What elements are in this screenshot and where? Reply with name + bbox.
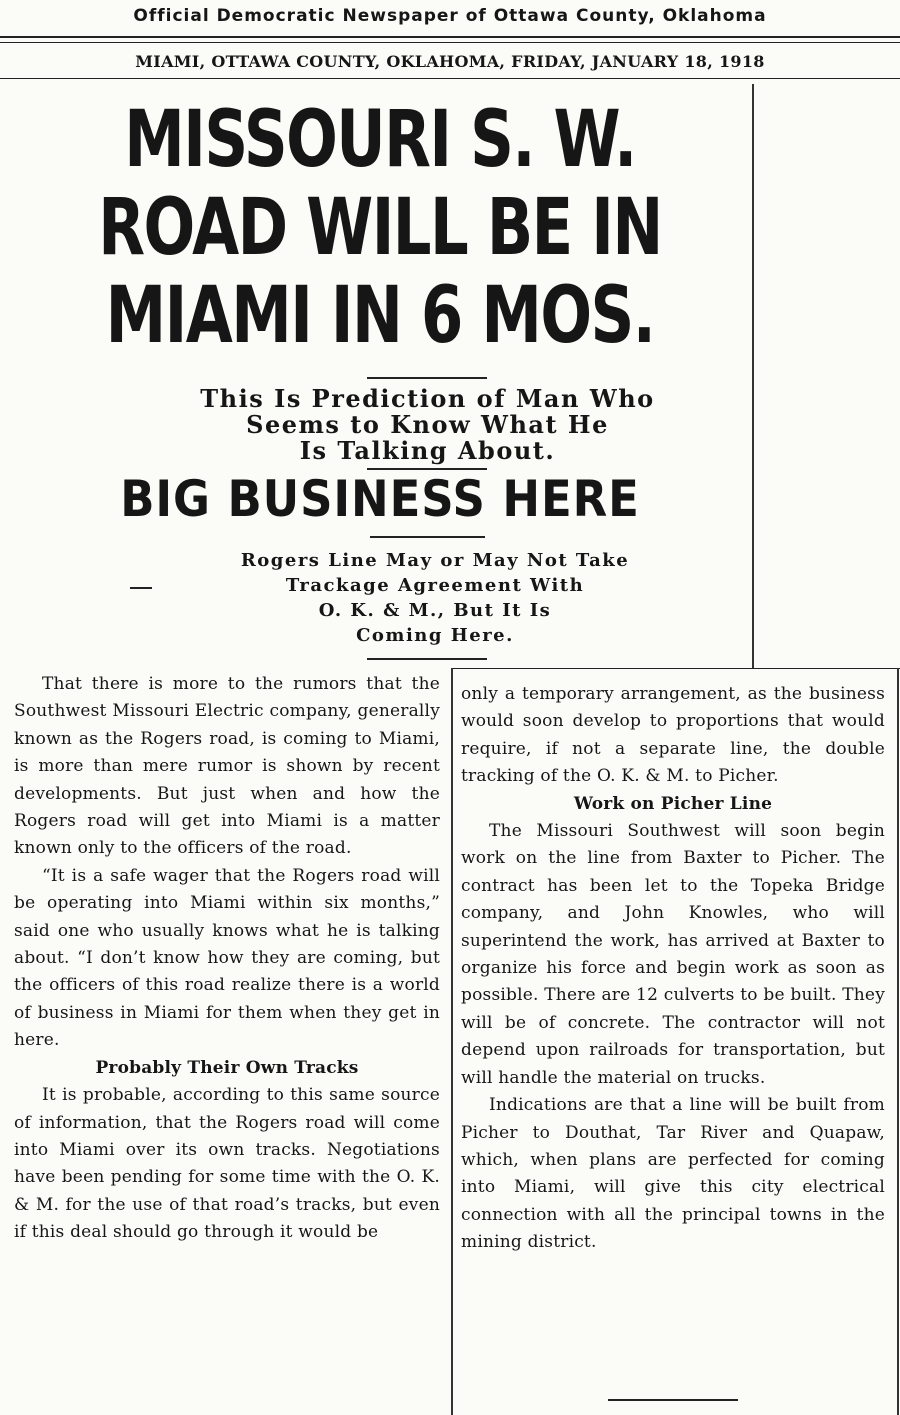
headline-line-3: MIAMI IN 6 MOS.	[105, 271, 655, 361]
headline-rule	[367, 377, 487, 379]
right-column	[461, 681, 885, 1257]
right-border	[897, 668, 899, 1415]
masthead: Official Democratic Newspaper of Ottawa County, Oklahoma	[133, 6, 767, 26]
column-divider	[451, 668, 453, 1415]
subdeck-line-3: O. K. & M., But It Is	[318, 600, 552, 621]
right-paragraph-1: only a temporary arrangement, as the business would soon develop to proportions that would require, if not a separate line, the double tracking of the O. K. & M. to Picher.	[461, 684, 885, 787]
left-paragraph-1: That there is more to the rumors that the Southwest Missouri Electric company, generally known as the Rogers road, is coming to Miami, is more than mere rumor is shown by recent developments. But just when and how the Rogers road will get into Miami is a matter known only to the officers of the road.	[14, 674, 440, 859]
left-paragraph-3: It is probable, according to this same source of information, that the Rogers road will come into Miami over its own tracks. Negotiations have been pending for some time with the O. K. & M. for the use of that road’s tracks, but even if this deal should go through it would be	[14, 1085, 440, 1243]
headline-line-2: ROAD WILL BE IN	[98, 183, 662, 273]
right-paragraph-2: The Missouri Southwest will soon begin work on the line from Baxter to Picher. The contract has been let to the Topeka Bridge company, and John Knowles, who will superintend the work, has arrived at Baxter to organize his force and begin work as soon as possible. There are 12 culverts to be built. They will be of concrete. The contractor will not depend upon railroads for transportation, but will handle the material on trucks.	[461, 821, 885, 1088]
deck-line-1: This Is Prediction of Man Who	[200, 384, 655, 413]
top-column-rule	[752, 84, 754, 669]
subdeck	[110, 548, 760, 648]
masthead-rule-top	[0, 36, 900, 38]
deck-line-2: Seems to Know What He	[246, 410, 609, 439]
dateline: MIAMI, OTTAWA COUNTY, OKLAHOMA, FRIDAY, JANUARY 18, 1918	[135, 52, 765, 71]
subdeck-line-4: Coming Here.	[356, 625, 514, 646]
right-paragraph-3: Indications are that a line will be built from Picher to Douthat, Tar River and Quapaw, which, when plans are perfected for coming into Miami, will give this city electrical connection with all the principal towns in the mining district.	[461, 1095, 885, 1253]
deck	[95, 386, 760, 464]
end-rule	[608, 1399, 738, 1401]
headline	[91, 96, 668, 360]
subdeck-line-2: Trackage Agreement With	[285, 575, 585, 596]
crossline: BIG BUSINESS HERE	[120, 470, 640, 528]
subdeck-line-1: Rogers Line May or May Not Take	[240, 550, 630, 571]
left-subhead: Probably Their Own Tracks	[95, 1057, 359, 1078]
left-paragraph-2: “It is a safe wager that the Rogers road will be operating into Miami within six months,” said one who usually knows what he is talking about. “I don’t know how they are coming, but the officers of this road realize there is a world of business in Miami for them when they get in here.	[14, 865, 440, 1051]
subdeck-rule	[367, 658, 487, 660]
article-top-rule	[452, 668, 900, 669]
left-column	[14, 671, 440, 1247]
right-subhead: Work on Picher Line	[573, 793, 773, 814]
crossline-rule	[370, 536, 485, 538]
masthead-rule-bottom	[0, 42, 900, 43]
dateline-rule	[0, 78, 900, 79]
subdeck-dash	[130, 587, 152, 589]
headline-line-1: MISSOURI S. W.	[124, 95, 636, 185]
deck-line-3: Is Talking About.	[299, 436, 556, 465]
